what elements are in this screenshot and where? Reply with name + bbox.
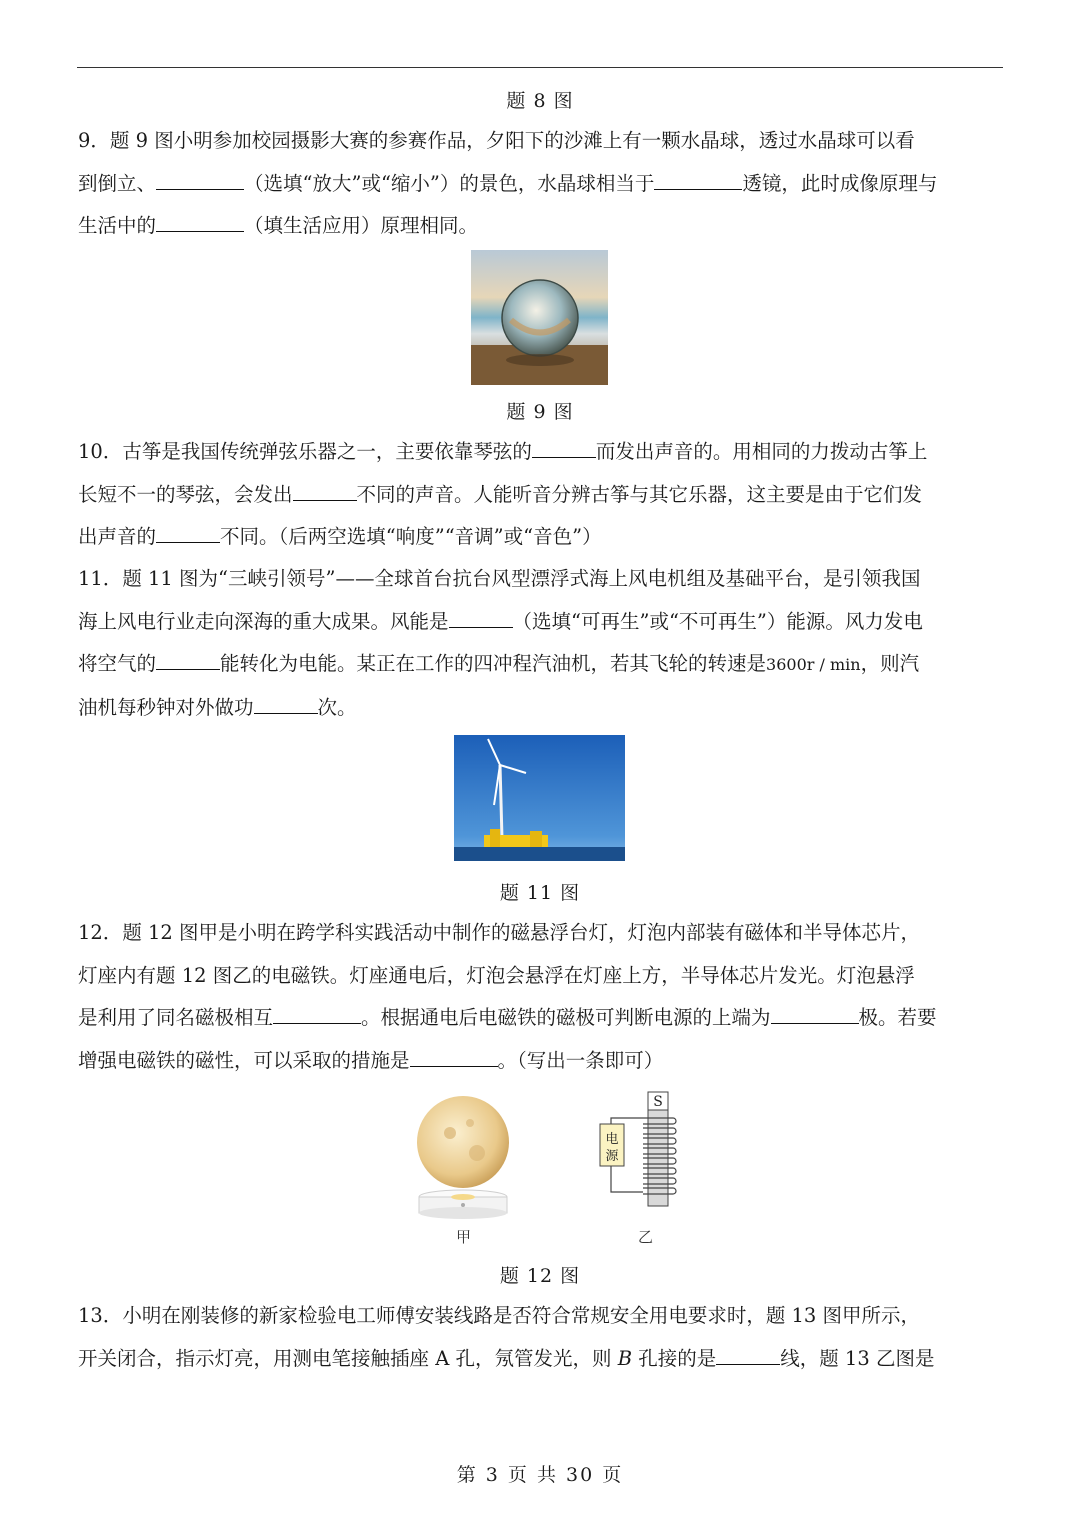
q12-line-1: 12．题 12 图甲是小明在跨学科实践活动中制作的磁悬浮台灯，灯泡内部装有磁体和半导体芯片， <box>78 921 921 944</box>
q13-line-1: 13．小明在刚装修的新家检验电工师傅安装线路是否符合常规安全用电要求时，题 13 图甲所示， <box>78 1304 921 1327</box>
answer-blank[interactable] <box>771 1003 859 1024</box>
q11-line-4: 油机每秒钟对外做功 次。 <box>78 687 1003 730</box>
q9-line-1: 9．题 9 图小明参加校园摄影大赛的参赛作品，夕阳下的沙滩上有一颗水晶球，透过水晶球可以看 <box>78 129 915 152</box>
q10-line-1: 10．古筝是我国传统弹弦乐器之一，主要依靠琴弦的 而发出声音的。用相同的力拨动古筝上 <box>78 431 1003 474</box>
question-11 <box>78 558 1003 729</box>
answer-blank[interactable] <box>254 692 318 713</box>
q12-line-3: 是利用了同名磁极相互 。根据通电后电磁铁的磁极可判断电源的上端为 极。若要 <box>78 997 1003 1040</box>
answer-blank[interactable] <box>156 211 244 232</box>
question-10 <box>78 431 1003 559</box>
figure-11-caption: 题 11 图 <box>499 882 581 904</box>
header-rule <box>77 67 1003 68</box>
figure-9-caption: 题 9 图 <box>506 401 574 423</box>
figure-8-caption: 题 8 图 <box>506 90 574 112</box>
q10-line-2: 长短不一的琴弦，会发出 不同的声音。人能听音分辨古筝与其它乐器，这主要是由于它们发 <box>78 474 1003 517</box>
answer-blank[interactable] <box>410 1045 498 1066</box>
power-label-1: 电 <box>605 1132 619 1147</box>
question-9 <box>78 120 1003 248</box>
engine-speed: 3600r / min <box>766 655 861 674</box>
maglev-lamp-photo <box>415 1093 515 1223</box>
wind-turbine-photo <box>454 735 625 861</box>
q9-line-2: 到倒立、 （选填“放大”或“缩小”）的景色，水晶球相当于 透镜，此时成像原理与 <box>78 163 1003 206</box>
label-jia: 甲 <box>456 1228 472 1246</box>
q10-line-3: 出声音的 不同。（后两空选填“响度”“音调”或“音色”） <box>78 516 1003 559</box>
label-yi: 乙 <box>638 1228 654 1246</box>
answer-blank[interactable] <box>654 168 742 189</box>
crystal-ball-photo <box>471 250 608 385</box>
question-12 <box>78 912 1003 1082</box>
question-13 <box>78 1295 1003 1380</box>
q13-line-2: 开关闭合，指示灯亮，用测电笔接触插座 A 孔，氖管发光，则 B 孔接的是 线，题 13 乙图是 <box>78 1338 1003 1381</box>
q11-line-1: 11．题 11 图为“三峡引领号”——全球首台抗台风型漂浮式海上风电机组及基础平台，是引领我国 <box>78 567 921 590</box>
q12-line-4: 增强电磁铁的磁性，可以采取的措施是 。（写出一条即可） <box>78 1040 1003 1083</box>
answer-blank[interactable] <box>156 522 220 543</box>
answer-blank[interactable] <box>156 168 244 189</box>
answer-blank[interactable] <box>449 606 513 627</box>
answer-blank[interactable] <box>273 1003 361 1024</box>
figure-12-caption: 题 12 图 <box>499 1265 581 1287</box>
electromagnet-diagram <box>593 1090 683 1210</box>
coil-pole-label: S <box>653 1094 663 1110</box>
power-label-2: 源 <box>605 1149 619 1164</box>
page-footer: 第 3 页 共 30 页 <box>456 1464 624 1486</box>
q11-line-2: 海上风电行业走向深海的重大成果。风能是 （选填“可再生”或“不可再生”）能源。风力发电 <box>78 601 1003 644</box>
q11-line-3: 将空气的 能转化为电能。某正在工作的四冲程汽油机，若其飞轮的转速是3600r / min，则汽 <box>78 643 1003 687</box>
answer-blank[interactable] <box>293 479 357 500</box>
q9-line-3: 生活中的 （填生活应用）原理相同。 <box>78 205 1003 248</box>
answer-blank[interactable] <box>156 649 220 670</box>
q12-line-2: 灯座内有题 12 图乙的电磁铁。灯座通电后，灯泡会悬浮在灯座上方，半导体芯片发光。灯泡悬浮 <box>78 963 915 987</box>
answer-blank[interactable] <box>716 1343 780 1364</box>
answer-blank[interactable] <box>532 437 596 458</box>
